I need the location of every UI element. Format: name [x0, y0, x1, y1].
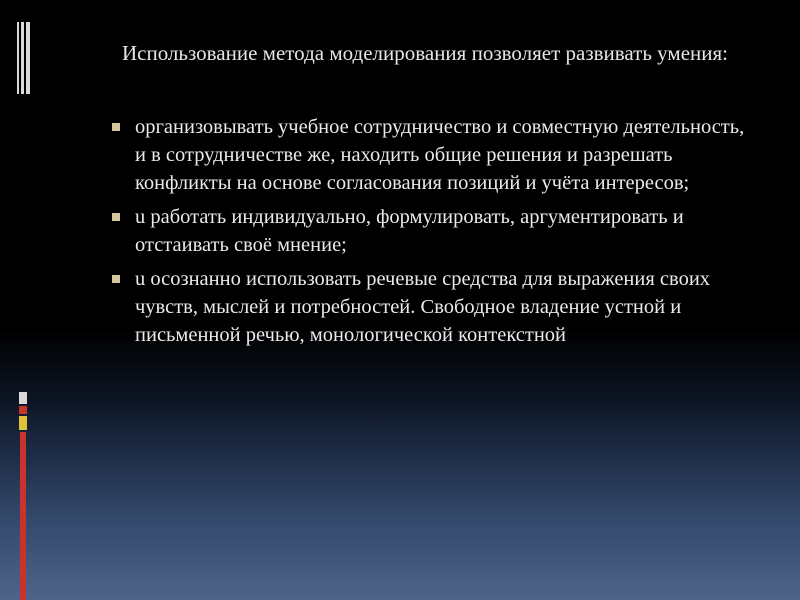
bullet-text: u осознанно использовать речевые средства для выражения своих чувств, мыслей и потребностей. Свободное владение устной и письменной речью, монологической контекстной [135, 268, 711, 346]
bullet-list [110, 113, 750, 355]
bullet-square-icon [112, 123, 120, 131]
bullet-text: u работать индивидуально, формулировать, аргументировать и отстаивать своё мнение; [135, 206, 684, 256]
bullet-square-icon [112, 213, 120, 221]
list-item [110, 203, 750, 259]
color-blocks-decoration [19, 392, 27, 600]
bullet-square-icon [112, 275, 120, 283]
list-item [110, 265, 750, 349]
slide-title: Использование метода моделирования позволяет развивать умения: [121, 41, 728, 65]
bullet-text: организовывать учебное сотрудничество и совместную деятельность, и в сотрудничестве же, находить общие решения и разрешать конфликты на основе согласования позиций и учёта интересов; [135, 116, 745, 194]
left-decoration-bar [0, 0, 34, 600]
stripes-decoration [17, 22, 31, 94]
list-item [110, 113, 750, 197]
